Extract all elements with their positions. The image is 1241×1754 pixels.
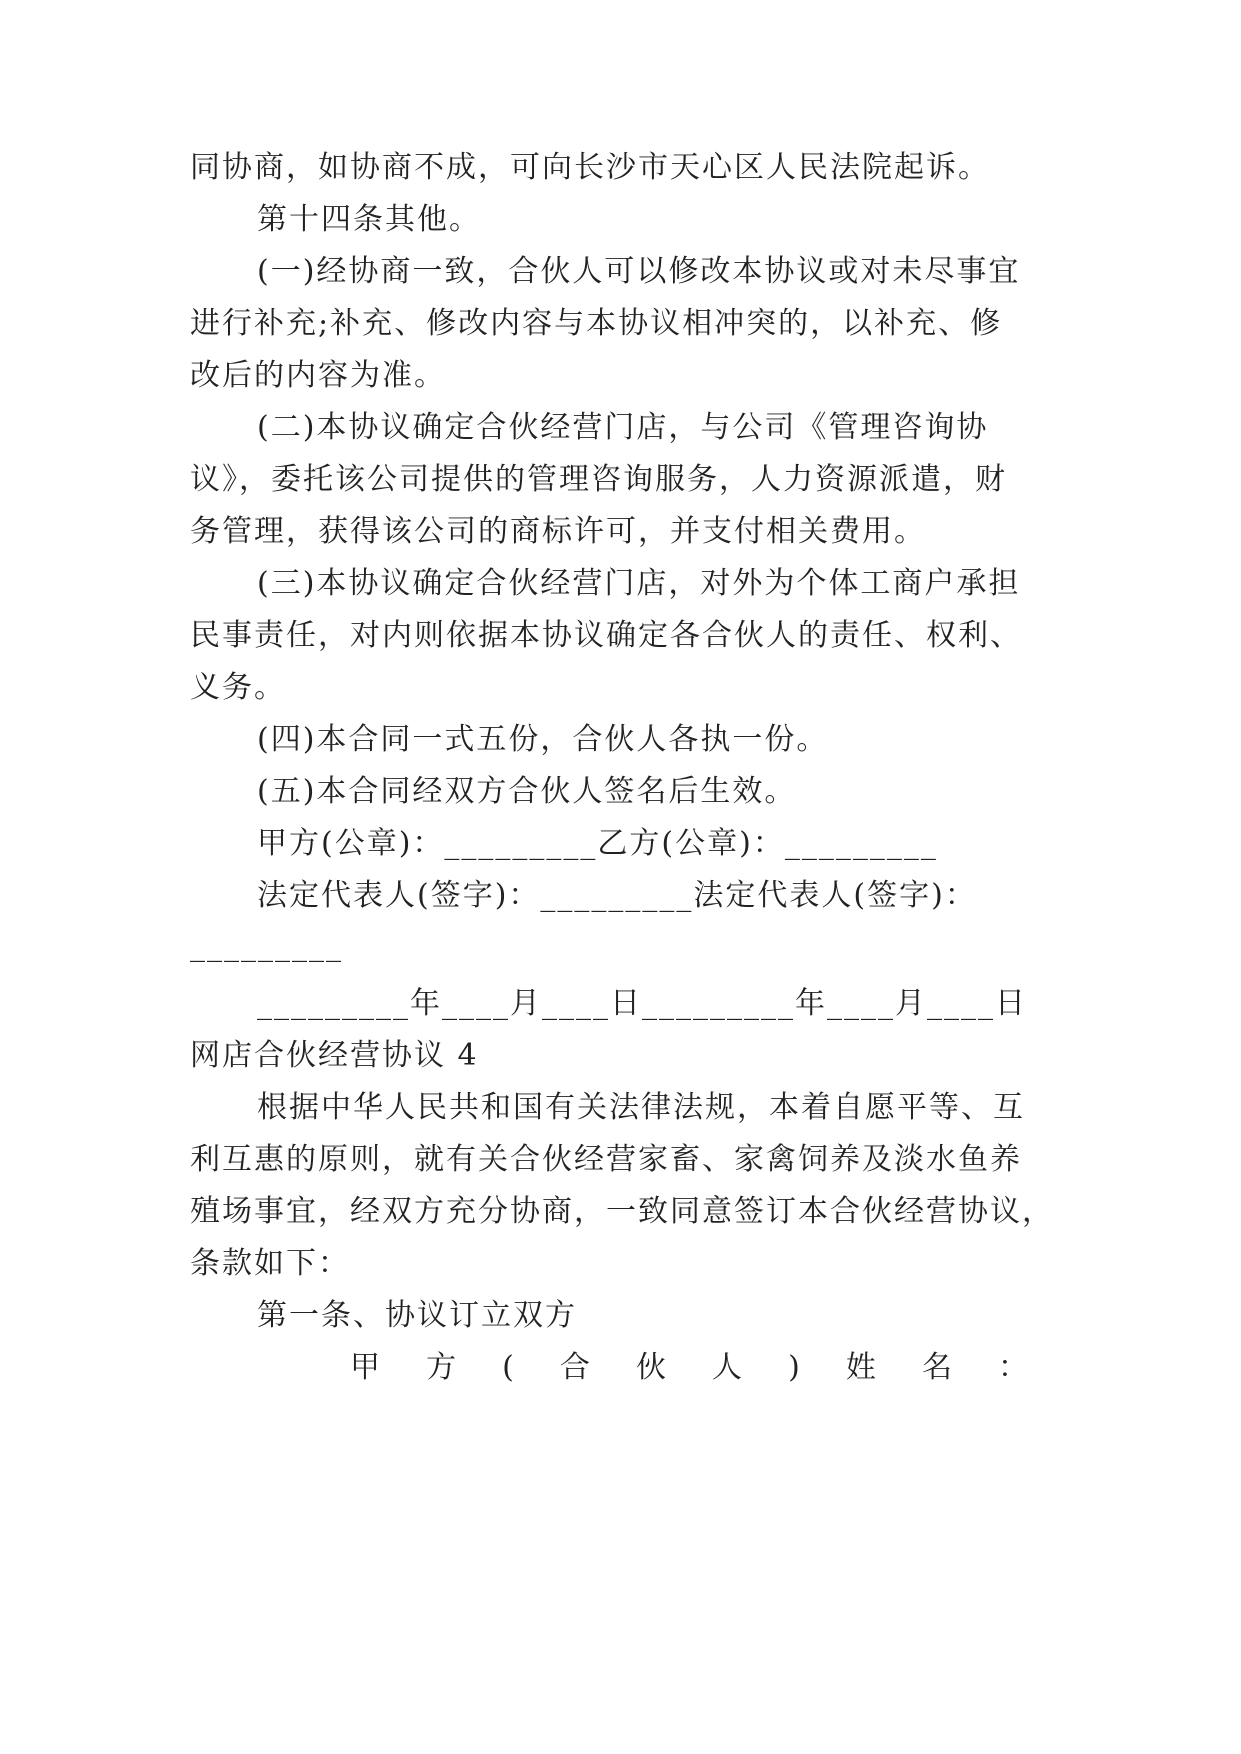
text-line: 民事责任，对内则依据本协议确定各合伙人的责任、权利、	[190, 618, 1022, 653]
date-line: _________年____月____日_________年____月____日	[257, 986, 1027, 1021]
text-line: 进行补充;补充、修改内容与本协议相冲突的，以补充、修	[190, 306, 1003, 341]
text-line: 务管理，获得该公司的商标许可，并支付相关费用。	[190, 514, 926, 549]
line-char: 方	[426, 1350, 459, 1385]
section-title: 网店合伙经营协议 4	[190, 1038, 479, 1073]
text-line: (四)本合同一式五份，合伙人各执一份。	[257, 722, 829, 757]
text-line: 利互惠的原则，就有关合伙经营家畜、家禽饲养及淡水鱼养	[190, 1142, 1022, 1177]
party-a-name-line	[350, 1348, 1030, 1388]
signature-blank: _________	[190, 928, 343, 963]
text-line: 义务。	[190, 670, 286, 705]
line-char: 甲	[350, 1350, 382, 1385]
line-char: ：	[998, 1350, 1030, 1385]
text-line: (二)本协议确定合伙经营门店，与公司《管理咨询协	[257, 410, 989, 445]
line-char: (	[502, 1350, 516, 1385]
text-line: 议》，委托该公司提供的管理咨询服务，人力资源派遣，财	[190, 462, 1007, 497]
signature-line: 法定代表人(签字)：_________法定代表人(签字)：	[257, 878, 977, 913]
text-line: 同协商，如协商不成，可向长沙市天心区人民法院起诉。	[190, 150, 990, 185]
text-line: 改后的内容为准。	[190, 358, 446, 393]
text-line: 条款如下：	[190, 1246, 350, 1281]
line-char: 人	[712, 1350, 745, 1385]
signature-line: 甲方(公章)：_________乙方(公章)：_________	[257, 826, 938, 861]
text-line: 殖场事宜，经双方充分协商，一致同意签订本合伙经营协议，	[190, 1194, 1054, 1229]
line-char: 名	[921, 1350, 954, 1385]
line-char: 合	[559, 1350, 592, 1385]
article-heading: 第十四条其他。	[257, 202, 481, 237]
text-line: (三)本协议确定合伙经营门店，对外为个体工商户承担	[257, 566, 1021, 601]
text-line: 根据中华人民共和国有关法律法规，本着自愿平等、互	[257, 1090, 1025, 1125]
text-line: (五)本合同经双方合伙人签名后生效。	[257, 774, 797, 809]
text-line: (一)经协商一致，合伙人可以修改本协议或对未尽事宜	[257, 254, 1021, 289]
line-char: )	[788, 1350, 802, 1385]
line-char: 姓	[845, 1350, 878, 1385]
line-char: 伙	[635, 1350, 668, 1385]
article-heading: 第一条、协议订立双方	[257, 1298, 577, 1333]
